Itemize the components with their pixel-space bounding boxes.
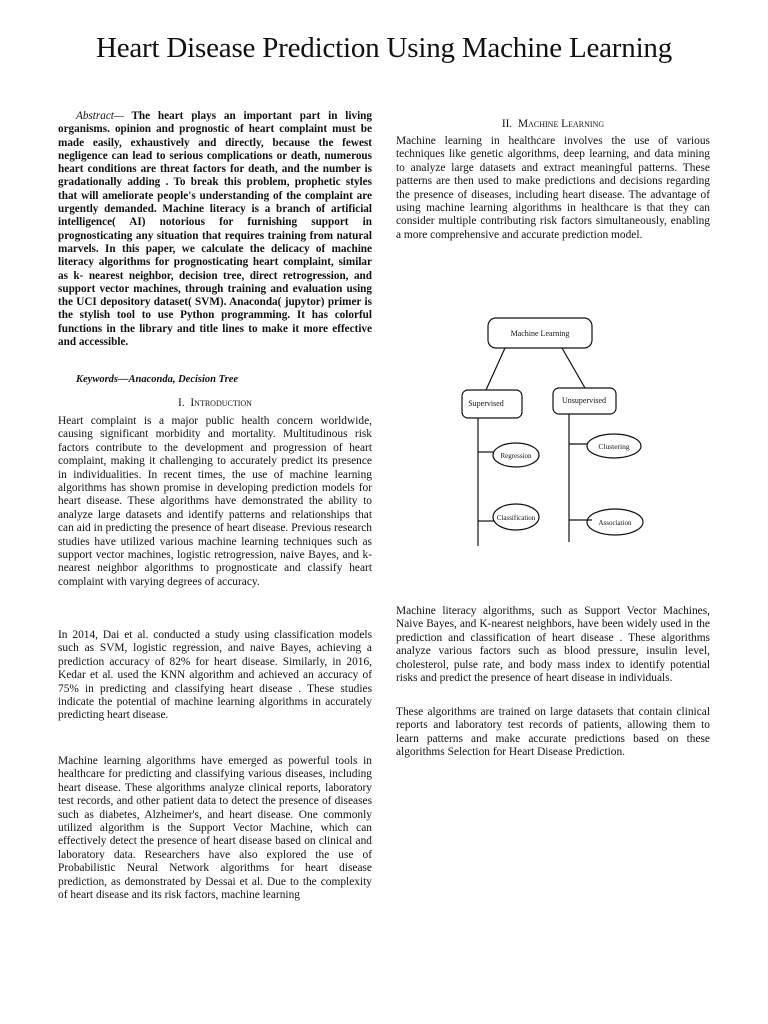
keywords: Keywords—Anaconda, Decision Tree	[76, 374, 239, 385]
node-classification-label: Classification	[496, 514, 536, 522]
node-unsupervised-label: Unsupervised	[562, 396, 606, 405]
section-number: I.	[178, 397, 185, 409]
intro-paragraph-2: In 2014, Dai et al. conducted a study using classification models such as SVM, logistic regression, and naive Bayes, achieving a prediction accuracy of 82% for heart disease. Similarly, in 2016, Kedar et al. used the KNN algorithm and achieved an accuracy of 75% in predicting and classifying heart disease . These studies indicate the potential of machine learning algorithms in accurately predicting heart disease.	[58, 629, 372, 722]
node-association-label: Association	[598, 519, 632, 527]
paper-title: Heart Disease Prediction Using Machine Learning	[95, 32, 673, 64]
ml-paragraph-3: These algorithms are trained on large datasets that contain clinical reports and laboratory test records of patients, allowing them to learn patterns and make accurate predictions based on these algorithms Selection for Heart Disease Prediction.	[396, 706, 710, 759]
abstract-text: The heart plays an important part in living organisms. opinion and prognostic of heart complaint must be made easily, exhaustively and directly, because the fewest negligence can lead to serious complications or death, numerous heart conditions are threat factors for death, and the number is gradationally adding . To break this problem, prophetic styles that will ameliorate people's understanding of the complaint are urgently demanded. Machine literacy is a branch of artificial intelligence( AI) notorious for furnishing support in prognosticating any situation that requires training from natural marvels. In this paper, we calculate the delicacy of machine literacy algorithms for prognosticating heart complaint, similar as k- nearest neighbor, decision tree, direct retrogression, and support vector machines, through training and evaluation using the UCI depository dataset( SVM). Anaconda( jupytor) primer is the stylish tool to use Python programming. It has colorful functions in the library and title lines to make it more effective and accessible.	[58, 110, 372, 349]
ml-paragraph-1: Machine learning in healthcare involves the use of various techniques like genetic algorithms, deep learning, and data mining to analyze large datasets and extract meaningful patterns. These patterns are then used to make predictions and decisions regarding the presence of diseases, including heart disease. The advantage of using machine learning algorithms in healthcare is that they can consider multiple contributing risk factors simultaneously, enabling a more comprehensive and accurate prediction model.	[396, 135, 710, 241]
intro-paragraph-1: Heart complaint is a major public health concern worldwide, causing significant morbidity and mortality. Multitudinous risk factors contribute to the development and progression of heart complaint, making it challenging to accurately predict its presence in individualities. In recent times, the use of machine learning algorithms has shown promise in developing prediction models for heart disease. These algorithms have demonstrated the ability to analyze large datasets and identify patterns and relationships that can aid in predicting the presence of heart disease. Previous research studies have utilized various machine learning techniques such as support vector machines, logistic retrogression, naive Bayes, and k-nearest neighbor algorithms to prognosticate and classify heart complaint with varying degrees of accuracy.	[58, 415, 372, 588]
ml-paragraph-2: Machine literacy algorithms, such as Support Vector Machines, Naive Bayes, and K-nearest neighbors, have been widely used in the prediction and classification of heart disease . These algorithms analyze various factors such as blood pressure, insulin level, cholesterol, pulse rate, and body mass index to identify potential risks and predict the presence of heart disease in individuals.	[396, 605, 710, 685]
node-root-label: Machine Learning	[510, 329, 570, 338]
abstract	[58, 110, 372, 349]
section-heading-machine-learning	[396, 118, 710, 130]
section-title: Introduction	[190, 397, 252, 409]
section-title: Machine Learning	[517, 118, 605, 130]
section-heading-introduction	[58, 397, 372, 409]
node-clustering-label: Clustering	[598, 442, 630, 451]
intro-paragraph-3: Machine learning algorithms have emerged as powerful tools in healthcare for predicting and classifying various diseases, including heart disease. These algorithms analyze clinical reports, laboratory test records, and other patient data to detect the presence of diseases such as diabetes, Alzheimer's, and heart disease. One commonly utilized algorithm is the Support Vector Machine, which can effectively detect the presence of heart disease based on clinical and laboratory data. Researchers have also explored the use of Probabilistic Neural Network algorithms for heart disease prediction, as demonstrated by Dessai et al. Due to the complexity of heart disease and its risk factors, machine learning	[58, 755, 372, 902]
node-supervised-label: Supervised	[468, 399, 504, 408]
abstract-label: Abstract—	[76, 110, 124, 122]
node-regression-label: Regression	[500, 452, 532, 460]
section-number: II.	[501, 118, 513, 130]
machine-learning-diagram	[450, 310, 680, 550]
